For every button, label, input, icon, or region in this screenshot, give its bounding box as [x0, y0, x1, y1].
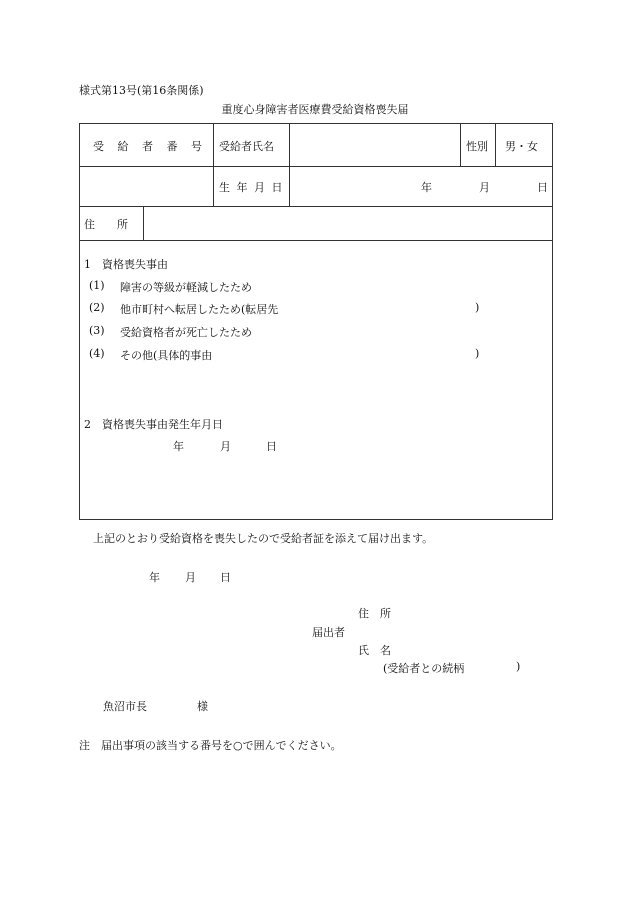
reason-num[interactable]: (2) — [89, 301, 105, 314]
recipient-number-field[interactable] — [80, 167, 212, 205]
relation-close: ) — [516, 660, 521, 673]
reason-close: ) — [475, 301, 480, 314]
reason-text: その他(具体的事由 — [120, 349, 213, 362]
address-field[interactable] — [144, 207, 552, 239]
birth-date-label: 生 年 月 日 — [219, 181, 283, 194]
statement: 上記のとおり受給資格を喪失したので受給者証を添えて届け出ます。 — [93, 532, 434, 545]
recipient-number-label: 受 給 者 番 号 — [93, 140, 202, 153]
loss-day-label: 日 — [266, 440, 277, 453]
reason-text: 受給資格者が死亡したため — [120, 326, 252, 339]
loss-date-heading: 2 資格喪失事由発生年月日 — [84, 418, 223, 431]
submitter-address-label: 住 所 — [358, 607, 391, 620]
relation-label: (受給者との続柄 — [383, 662, 465, 675]
recipient-name-label: 受給者氏名 — [219, 140, 274, 153]
reason-text: 他市町村へ転居したため(転居先 — [120, 303, 279, 316]
reason-close: ) — [475, 347, 480, 360]
reason-num[interactable]: (3) — [89, 324, 105, 337]
submitter-name-label: 氏 名 — [358, 644, 391, 657]
submission-month-label: 月 — [185, 571, 196, 584]
loss-month-label: 月 — [220, 440, 231, 453]
col-divider — [213, 123, 214, 206]
mayor-addressee: 魚沼市長 — [103, 700, 147, 713]
gender-options[interactable]: 男・女 — [505, 140, 538, 153]
col-divider — [495, 123, 496, 166]
submission-day-label: 日 — [220, 571, 231, 584]
birth-day-label: 日 — [537, 181, 548, 194]
note: 注 届出事項の該当する番号を○で囲んでください。 — [79, 739, 342, 752]
submitter-label: 届出者 — [312, 626, 345, 639]
submission-year-label: 年 — [149, 571, 160, 584]
form-number: 様式第13号(第16条関係) — [79, 84, 204, 97]
recipient-name-field[interactable] — [290, 124, 459, 165]
reason-text: 障害の等級が軽減したため — [120, 281, 252, 294]
row-divider — [79, 240, 553, 241]
gender-label: 性別 — [466, 140, 488, 153]
reason-num[interactable]: (1) — [89, 279, 105, 292]
reasons-heading: 1 資格喪失事由 — [84, 258, 168, 271]
loss-year-label: 年 — [173, 440, 184, 453]
reason-num[interactable]: (4) — [89, 347, 105, 360]
birth-year-label: 年 — [421, 181, 432, 194]
col-divider — [460, 123, 461, 166]
birth-month-label: 月 — [479, 181, 490, 194]
address-label: 住 所 — [84, 218, 128, 231]
honorific: 様 — [197, 700, 208, 713]
form-title: 重度心身障害者医療費受給資格喪失届 — [221, 103, 409, 116]
